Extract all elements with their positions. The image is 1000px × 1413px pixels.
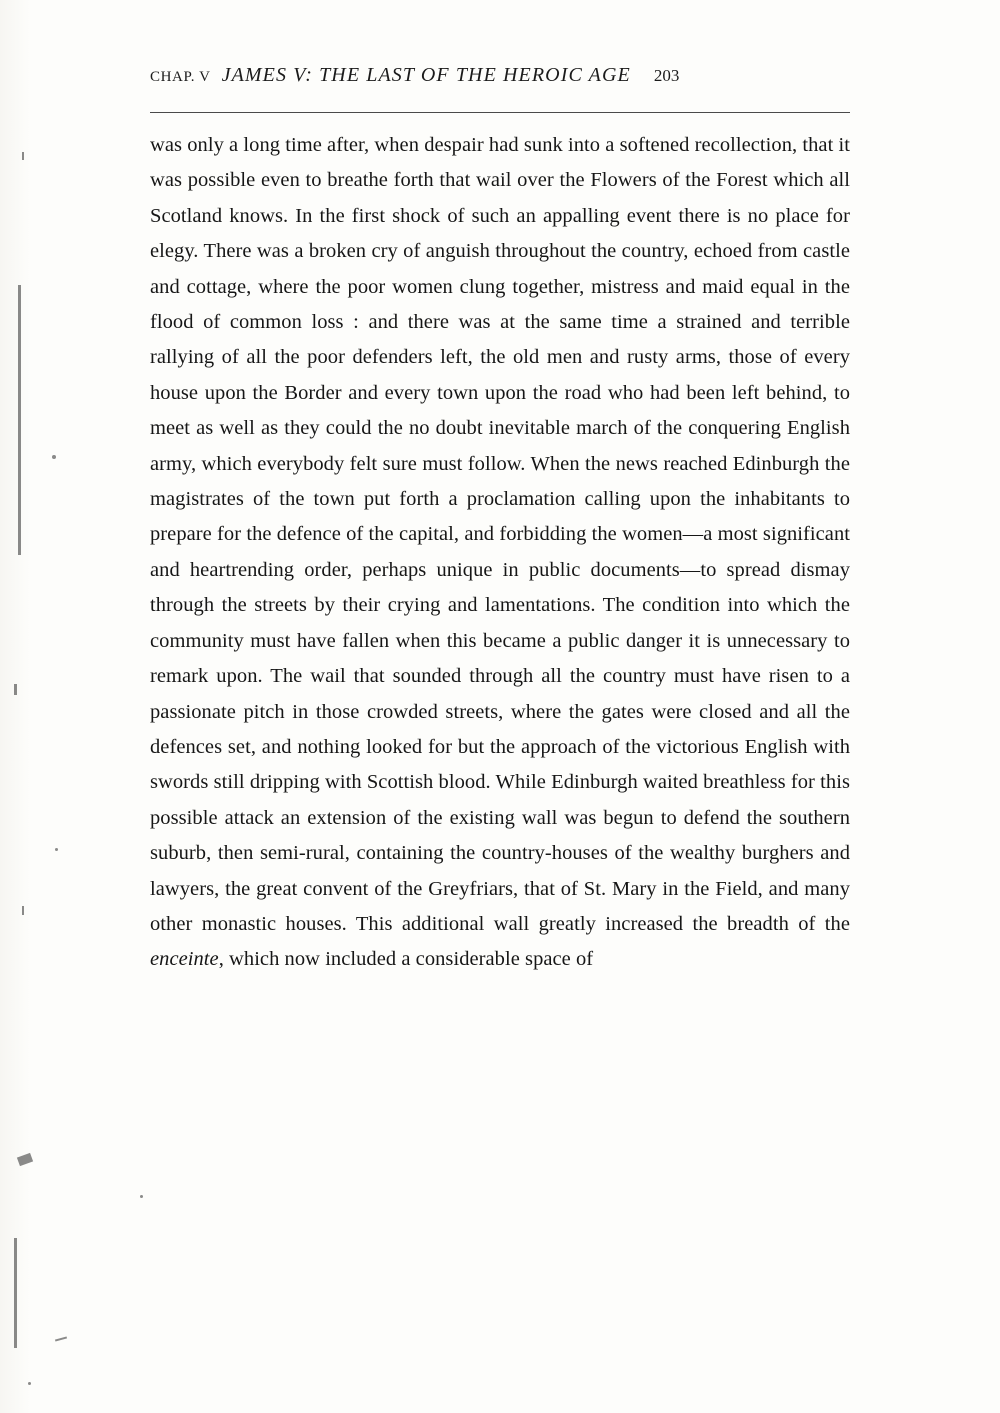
gutter-mark bbox=[140, 1195, 143, 1198]
gutter-mark bbox=[22, 152, 24, 160]
gutter-mark bbox=[14, 684, 17, 695]
body-text-italic: enceinte bbox=[150, 948, 219, 971]
gutter-mark bbox=[28, 1382, 31, 1385]
page-header bbox=[150, 64, 850, 87]
running-title: JAMES V: THE LAST OF THE HEROIC AGE bbox=[221, 64, 631, 86]
body-text-tail: , which now included a considerable space of bbox=[218, 948, 594, 971]
gutter-mark bbox=[55, 848, 58, 851]
header-rule bbox=[150, 112, 850, 113]
page-number: 203 bbox=[653, 66, 680, 85]
scan-edge-shadow bbox=[0, 0, 30, 1413]
page-body bbox=[150, 128, 850, 978]
gutter-mark bbox=[55, 1336, 67, 1341]
gutter-mark bbox=[18, 285, 21, 555]
gutter-mark bbox=[52, 455, 56, 459]
body-text-main: was only a long time after, when despair had sunk into a softened recollection, that it was possible even to breathe forth that wail over the Flowers of the Forest which all Scotland knows. In the first shock of such an appalling event there is no place for elegy. There was a broken cry of anguish throughout the country, echoed from castle and cottage, where the poor women clung together, mistress and maid equal in the flood of common loss : and there was at the same time a strained and terrible rallying of all the poor defenders left, the old men and rusty arms, those of every house upon the Border and every town upon the road who had been left behind, to meet as well as they could the no doubt inevitable march of the conquering English army, which everybody felt sure must follow. When the news reached Edinburgh the magistrates of the town put forth a proclamation calling upon the inhabitants to prepare for the defence of the capital, and forbidding the women—a most significant and heartrending order, perhaps unique in public documents—to spread dismay through the streets by their crying and lamentations. The condition into which the community must have fallen when this became a public danger it is unnecessary to remark upon. The wail that sounded through all the country must have risen to a passionate pitch in those crowded streets, where the gates were closed and all the defences set, and nothing looked for but the approach of the victorious English with swords still dripping with Scottish blood. While Edinburgh waited breathless for this possible attack an extension of the existing wall was begun to defend the southern suburb, then semi-rural, containing the country-houses of the wealthy burghers and lawyers, the great convent of the Greyfriars, that of St. Mary in the Field, and many other monastic houses. This additional wall greatly increased the breadth of the bbox=[150, 134, 850, 935]
gutter-mark bbox=[22, 906, 24, 915]
body-paragraph bbox=[150, 128, 850, 978]
gutter-mark bbox=[14, 1238, 17, 1348]
chapter-label: CHAP. V bbox=[150, 69, 211, 85]
